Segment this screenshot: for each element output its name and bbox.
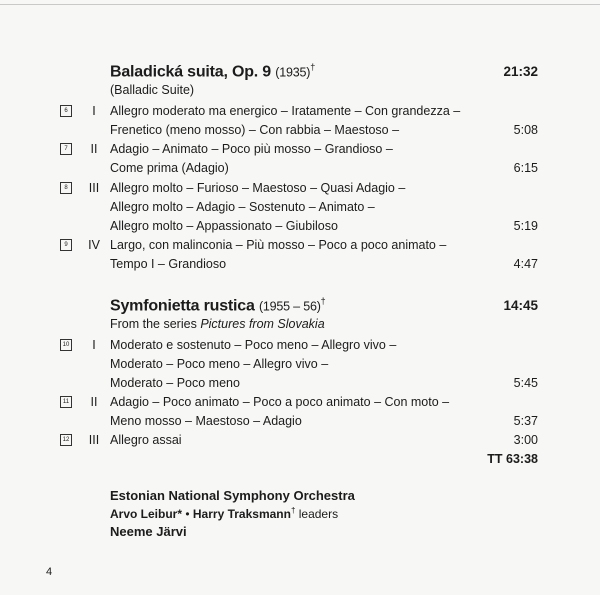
section-subtitle-baladicka: (Balladic Suite): [110, 83, 195, 97]
track-duration: 5:08: [513, 123, 538, 137]
movement-number: II: [90, 395, 98, 409]
leaders-credit: Arvo Leibur* • Harry Traksmann† leaders: [110, 506, 339, 521]
movement-line: Allegro assai: [110, 433, 182, 447]
track-number-7: 7: [60, 143, 72, 155]
movement-number: IV: [88, 238, 100, 252]
track-number-11: 11: [60, 396, 72, 408]
section-subtitle-symfonietta: From the series Pictures from Slovakia: [110, 317, 325, 331]
track-duration: 5:45: [513, 376, 538, 390]
track-duration: 5:37: [513, 414, 538, 428]
total-time: TT 63:38: [487, 452, 538, 466]
top-rule: [0, 4, 600, 5]
track-number-12: 12: [60, 434, 72, 446]
movement-number: I: [92, 104, 96, 118]
movement-line: Come prima (Adagio): [110, 161, 229, 175]
movement-line: Largo, con malinconia – Più mosso – Poco a poco animato –: [110, 238, 447, 252]
movement-line: Moderato – Poco meno: [110, 376, 240, 390]
movement-line: Adagio – Poco animato – Poco a poco animato – Con moto –: [110, 395, 450, 409]
movement-line: Frenetico (meno mosso) – Con rabbia – Maestoso –: [110, 123, 400, 137]
track-number-10: 10: [60, 339, 72, 351]
movement-line: Allegro moderato ma energico – Iratamente – Con grandezza –: [110, 104, 461, 118]
track-duration: 3:00: [513, 433, 538, 447]
movement-number: I: [92, 338, 96, 352]
movement-line: Tempo I – Grandioso: [110, 257, 227, 271]
conductor-credit: Neeme Järvi: [110, 524, 187, 539]
track-number-8: 8: [60, 182, 72, 194]
movement-line: Allegro molto – Furioso – Maestoso – Quasi Adagio –: [110, 181, 406, 195]
track-duration: 5:19: [513, 219, 538, 233]
section-total-baladicka: 21:32: [503, 64, 538, 79]
track-duration: 4:47: [513, 257, 538, 271]
movement-line: Allegro molto – Appassionato – Giubiloso: [110, 219, 338, 233]
movement-line: Meno mosso – Maestoso – Adagio: [110, 414, 302, 428]
movement-line: Moderato e sostenuto – Poco meno – Allegro vivo –: [110, 338, 397, 352]
section-total-symfonietta: 14:45: [503, 298, 538, 313]
section-title-symfonietta: Symfonietta rustica (1955 – 56)†: [110, 296, 326, 315]
orchestra-credit: Estonian National Symphony Orchestra: [110, 488, 355, 503]
movement-number: III: [88, 181, 100, 195]
movement-line: Allegro molto – Adagio – Sostenuto – Animato –: [110, 200, 375, 214]
track-duration: 6:15: [513, 161, 538, 175]
movement-line: Adagio – Animato – Poco più mosso – Grandioso –: [110, 142, 393, 156]
section-title-baladicka: Baladická suita, Op. 9 (1935)†: [110, 62, 315, 81]
track-number-6: 6: [60, 105, 72, 117]
track-number-9: 9: [60, 239, 72, 251]
movement-number: III: [88, 433, 100, 447]
page-number: 4: [46, 566, 53, 578]
movement-line: Moderato – Poco meno – Allegro vivo –: [110, 357, 329, 371]
movement-number: II: [90, 142, 98, 156]
